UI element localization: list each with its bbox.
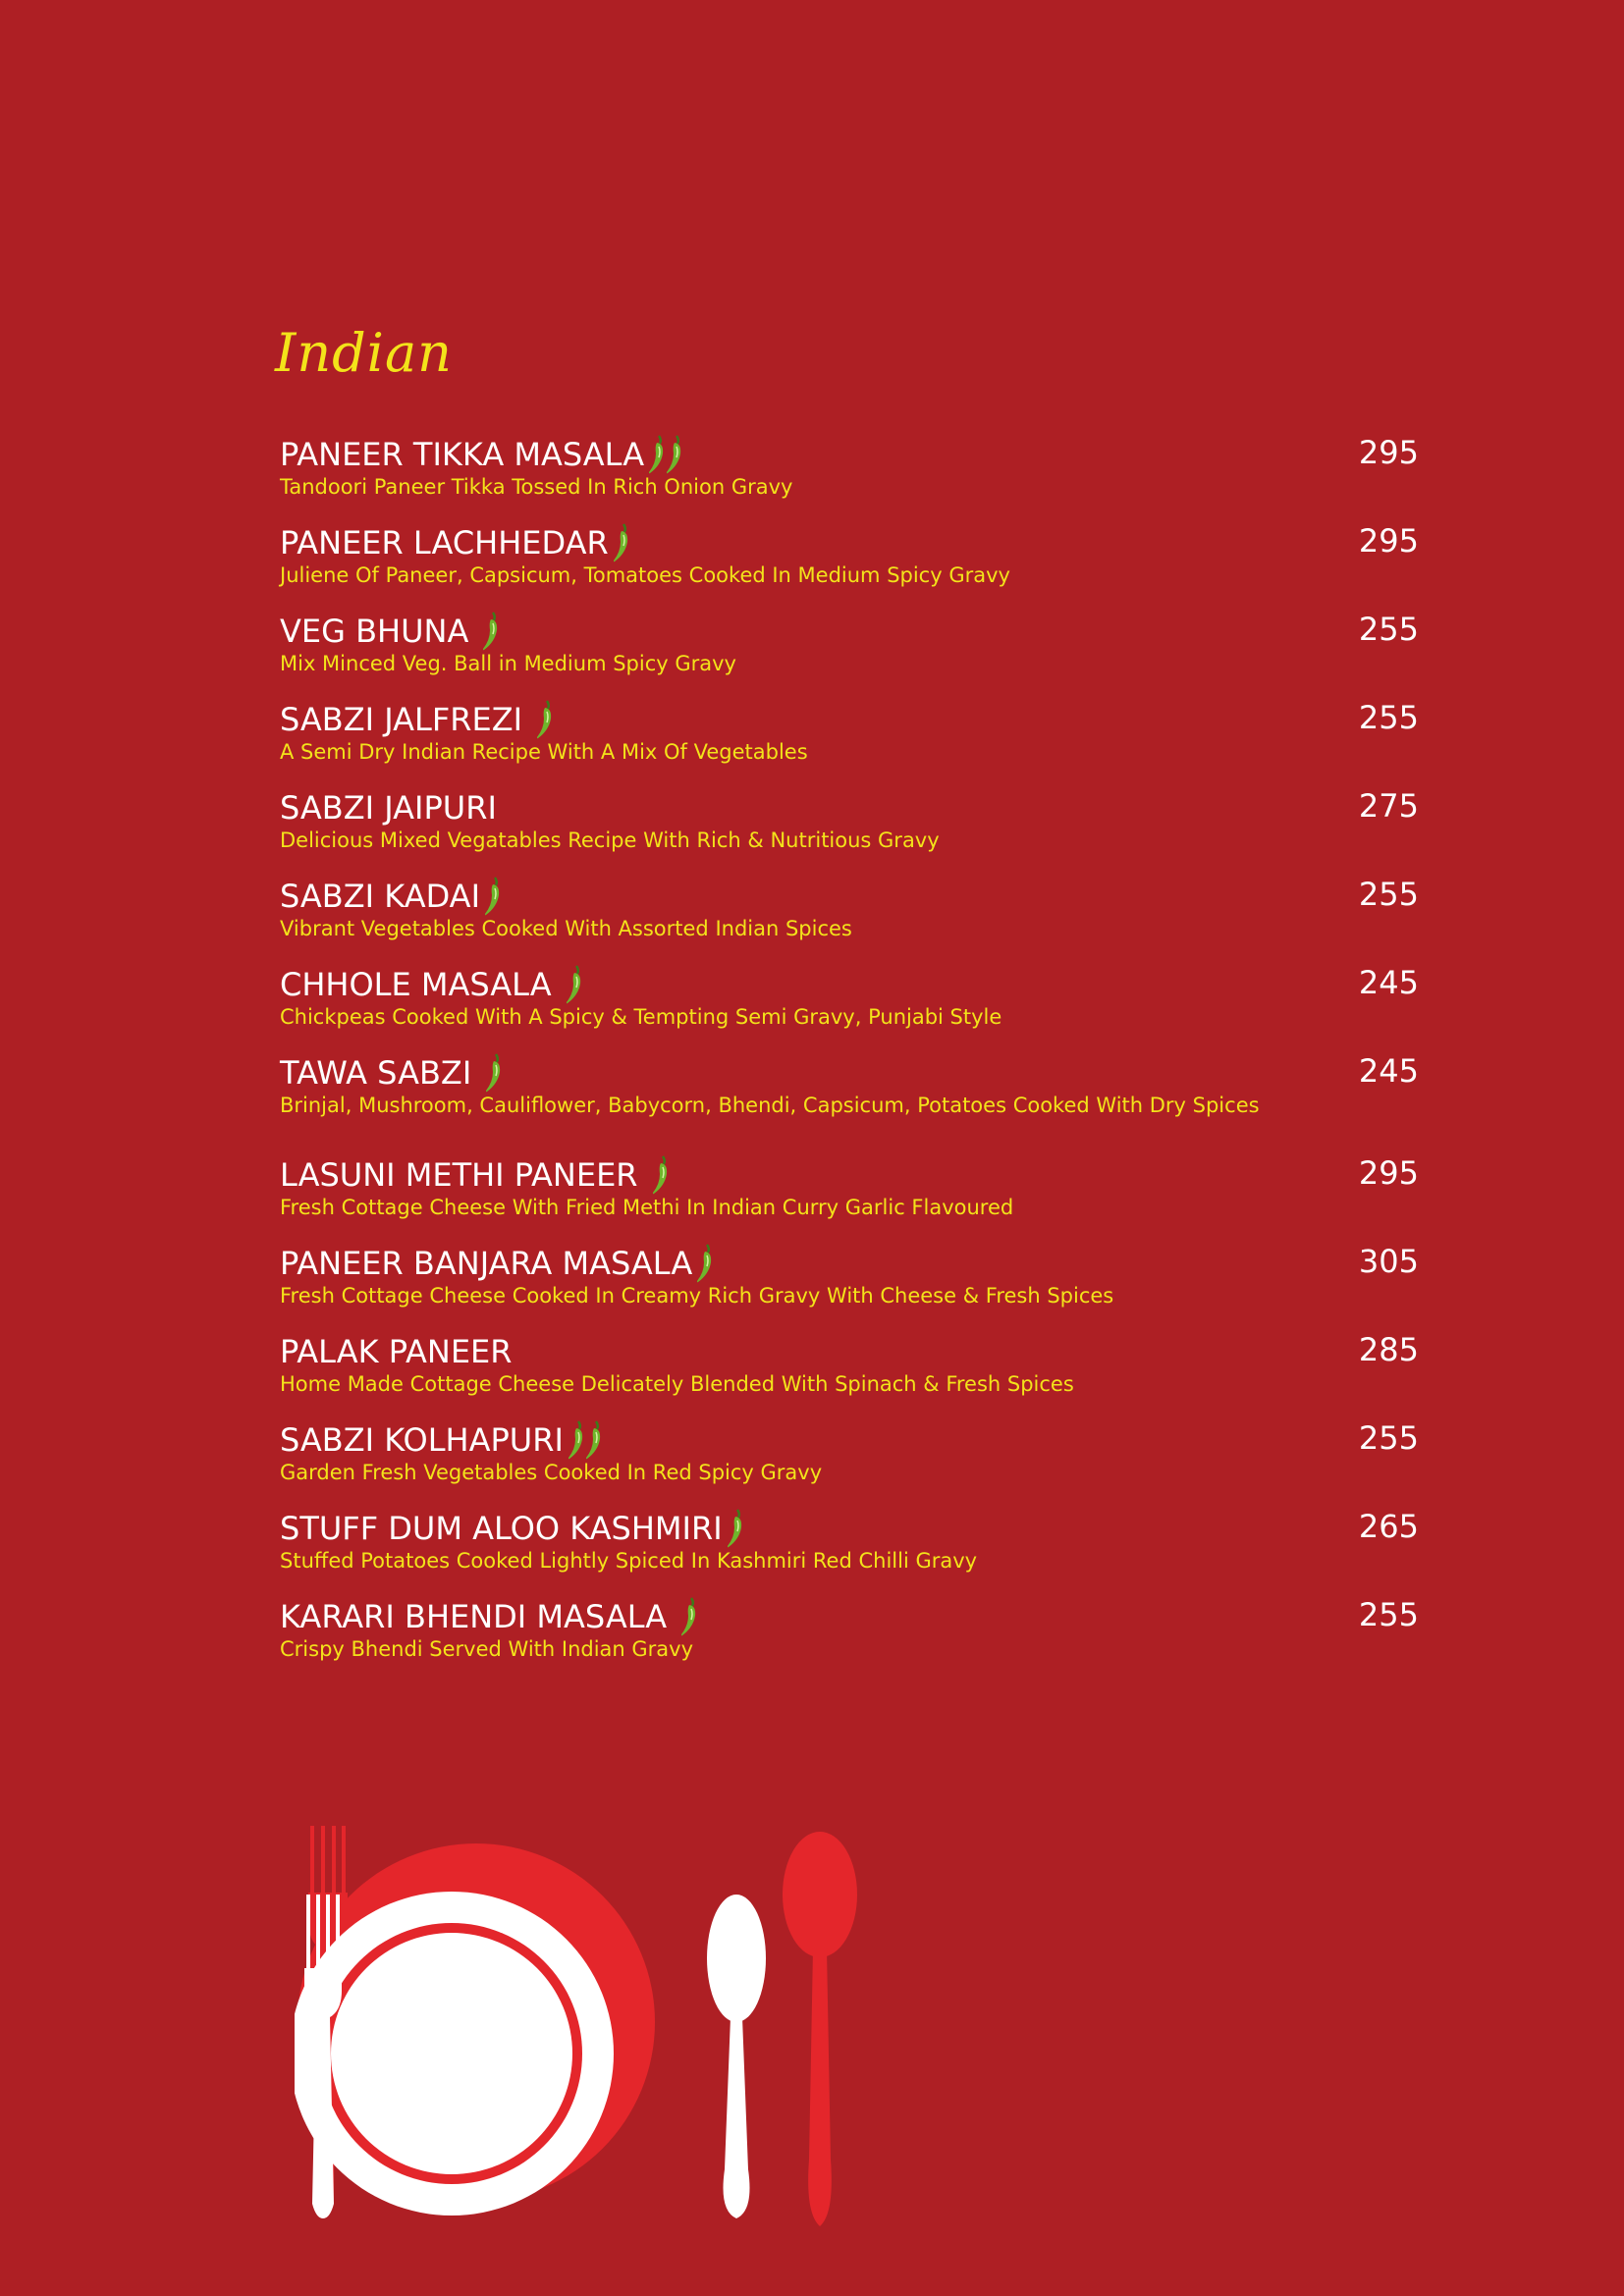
item-name-row (280, 1327, 1419, 1376)
menu-item (280, 607, 1419, 695)
item-name-row (280, 960, 1419, 1009)
green-chilli-icon (483, 1052, 505, 1094)
item-name: SABZI JALFREZI (280, 701, 523, 738)
item-description: Juliene Of Paneer, Capsicum, Tomatoes Cooked In Medium Spicy Gravy (280, 563, 1010, 587)
item-description: Fresh Cottage Cheese Cooked In Creamy Rich Gravy With Cheese & Fresh Spices (280, 1284, 1114, 1308)
menu-item (280, 1415, 1419, 1504)
green-chilli-icon (611, 522, 632, 563)
item-description: Mix Minced Veg. Ball in Medium Spicy Gravy (280, 652, 736, 675)
item-price: 295 (1358, 522, 1419, 560)
plate-fork-spoon-illustration (295, 1826, 874, 2228)
item-price: 245 (1358, 964, 1419, 1001)
section-title: Indian (275, 322, 453, 384)
menu-item (280, 430, 1419, 518)
item-price: 305 (1358, 1243, 1419, 1280)
item-description: Garden Fresh Vegetables Cooked In Red Spicy Gravy (280, 1461, 823, 1484)
item-description: Brinjal, Mushroom, Cauliflower, Babycorn, Bhendi, Capsicum, Potatoes Cooked With Dry Spices (280, 1094, 1260, 1117)
spice-level (534, 699, 556, 740)
item-name: PALAK PANEER (280, 1333, 513, 1370)
spice-level (480, 611, 502, 652)
spice-level (646, 434, 685, 475)
spice-level (678, 1596, 700, 1637)
spice-level (725, 1508, 746, 1549)
spice-level (483, 1052, 505, 1094)
item-name-row (280, 783, 1419, 832)
spoon-icon (707, 1895, 766, 2218)
item-name-row (280, 872, 1419, 921)
green-chilli-icon (564, 964, 585, 1005)
item-name: KARARI BHENDI MASALA (280, 1598, 668, 1635)
green-chilli-icon (694, 1243, 716, 1284)
item-price: 265 (1358, 1508, 1419, 1545)
spice-level (482, 876, 504, 917)
item-description: A Semi Dry Indian Recipe With A Mix Of Vegetables (280, 740, 808, 764)
menu-list (280, 430, 1419, 1681)
spoon-shadow-icon (783, 1832, 857, 2226)
item-name: TAWA SABZI (280, 1054, 472, 1092)
item-price: 255 (1358, 876, 1419, 913)
item-price: 295 (1358, 1154, 1419, 1192)
item-price: 255 (1358, 1419, 1419, 1457)
green-chilli-icon (725, 1508, 746, 1549)
spice-level (694, 1243, 716, 1284)
menu-item (280, 960, 1419, 1048)
item-price: 255 (1358, 699, 1419, 736)
item-name: SABZI KADAI (280, 878, 480, 915)
item-price: 245 (1358, 1052, 1419, 1090)
spice-level (566, 1419, 605, 1461)
item-name-row (280, 607, 1419, 656)
menu-item (280, 1048, 1419, 1137)
item-name: PANEER TIKKA MASALA (280, 436, 645, 473)
item-name-row (280, 430, 1419, 479)
item-description: Crispy Bhendi Served With Indian Gravy (280, 1637, 694, 1661)
item-name: CHHOLE MASALA (280, 966, 552, 1003)
item-name-row (280, 1504, 1419, 1553)
item-description: Home Made Cottage Cheese Delicately Blended With Spinach & Fresh Spices (280, 1372, 1074, 1396)
item-name-row (280, 518, 1419, 567)
item-description: Tandoori Paneer Tikka Tossed In Rich Onion Gravy (280, 475, 793, 499)
green-chilli-icon (482, 876, 504, 917)
item-name: STUFF DUM ALOO KASHMIRI (280, 1510, 723, 1547)
item-name: PANEER BANJARA MASALA (280, 1245, 693, 1282)
item-name: VEG BHUNA (280, 613, 469, 650)
menu-item (280, 1592, 1419, 1681)
item-price: 285 (1358, 1331, 1419, 1368)
item-price: 295 (1358, 434, 1419, 471)
plate-icon (295, 1892, 614, 2216)
item-name-row (280, 1239, 1419, 1288)
spice-level (611, 522, 632, 563)
item-description: Chickpeas Cooked With A Spicy & Tempting Semi Gravy, Punjabi Style (280, 1005, 1002, 1029)
item-price: 255 (1358, 1596, 1419, 1633)
item-name-row (280, 1592, 1419, 1641)
item-description: Stuffed Potatoes Cooked Lightly Spiced In Kashmiri Red Chilli Gravy (280, 1549, 978, 1573)
item-name-row (280, 1415, 1419, 1465)
item-description: Delicious Mixed Vegatables Recipe With Rich & Nutritious Gravy (280, 828, 940, 852)
item-name: SABZI KOLHAPURI (280, 1421, 564, 1459)
item-name: PANEER LACHHEDAR (280, 524, 609, 561)
menu-item (280, 695, 1419, 783)
item-name-row (280, 695, 1419, 744)
item-name: SABZI JAIPURI (280, 789, 497, 827)
menu-item (280, 1150, 1419, 1239)
item-name-row (280, 1048, 1419, 1097)
menu-item (280, 872, 1419, 960)
green-chilli-icon (534, 699, 556, 740)
menu-item (280, 1327, 1419, 1415)
item-name-row (280, 1150, 1419, 1200)
spice-level (650, 1154, 672, 1196)
spice-level (564, 964, 585, 1005)
menu-item (280, 783, 1419, 872)
green-chilli-icon (480, 611, 502, 652)
item-price: 275 (1358, 787, 1419, 825)
menu-item (280, 518, 1419, 607)
green-chilli-icon (650, 1154, 672, 1196)
green-chilli-icon (583, 1419, 605, 1461)
item-description: Fresh Cottage Cheese With Fried Methi In Indian Curry Garlic Flavoured (280, 1196, 1014, 1219)
green-chilli-icon (664, 434, 685, 475)
item-name: LASUNI METHI PANEER (280, 1156, 638, 1194)
item-price: 255 (1358, 611, 1419, 648)
menu-item (280, 1239, 1419, 1327)
item-description: Vibrant Vegetables Cooked With Assorted Indian Spices (280, 917, 852, 940)
green-chilli-icon (678, 1596, 700, 1637)
menu-item (280, 1504, 1419, 1592)
